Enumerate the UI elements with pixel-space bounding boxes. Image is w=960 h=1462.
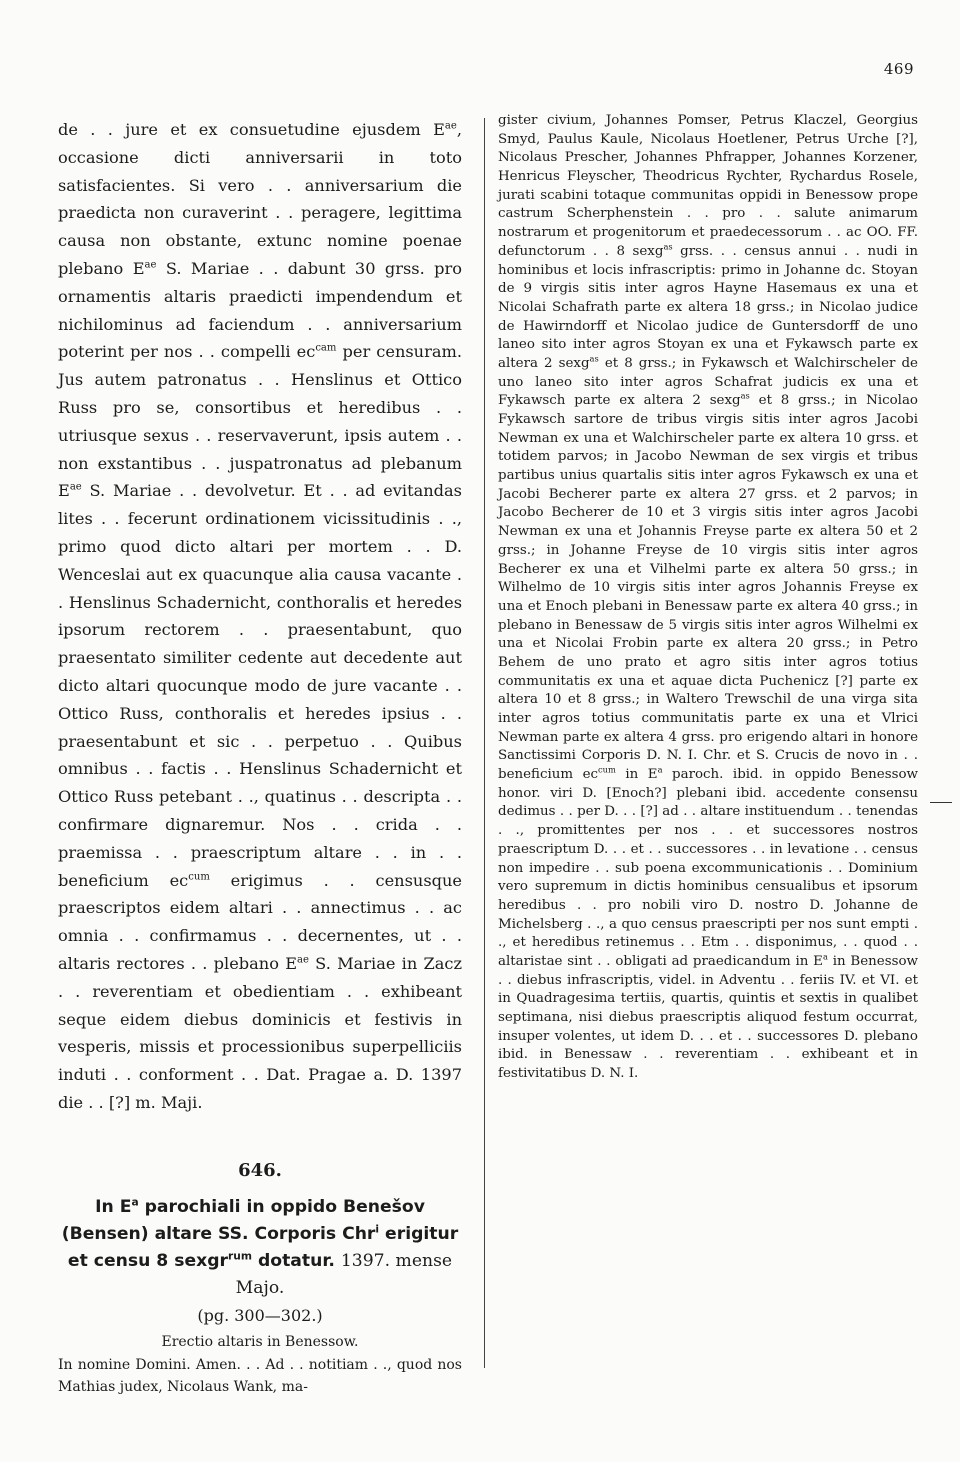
document-heading: In $E^a$ parochiali in oppido Benešov (Bensen) altare SS. Corporis Chr$^i$ erigitur et censu 8 sexgr$^{rum}$ dotatur. 1397. mense Majo. [61,1195,459,1299]
page-number: 469 [883,60,914,78]
column-divider [484,118,485,1368]
body-paragraph: gister civium, Johannes Pomser, Petrus Klaczel, Georgius Smyd, Paulus Kaule, Nicolaus Hoetlener, Petrus Urche [?], Nicolaus Prescher, Johannes Phfrapper, Johannes Korzener, Henricus Fleyscher, Theodricus Rychter, Rychardus Rosele, jurati scabini totaque communitas oppidi in Benessow prope castrum Scherphenstein . . pro . . salute animarum nostrarum et progenitorum et praedecessorum . . ac OO. FF. defunctorum . . 8 sexg$^{as}$ grss. . . census annui . . nudi in hominibus et locis infrascriptis: primo in Johanne dc. Stoyan de 9 virgis sitis inter agros Hayne Hasemaus ex una et Nicolai Schafrath parte ex altera 18 grss.; in Nicolao judice de Hawirndorff et Nicolao judice de Guntersdorff de uno laneo sito inter agros Stoyan ex una et Fykawsch parte ex altera 2 sexg$^{as}$ et 8 grss.; in Fykawsch et Walchirscheler de uno laneo sito inter agros Schafrat judicis ex una et Fykawsch parte ex altera 2 sexg$^{as}$ et 8 grss.; in Nicolao Fykawsch sartore de tribus virgis sitis inter agros Jacobi Newman ex una et Walchirscheler parte ex altera 10 grss. et totidem parvos; in Jacobo Newman de sex virgis et tribus partibus unius quartalis sitis inter agros Fykawsch ex una et Jacobi Becherer parte ex altera 27 grss. et 2 parvos; in Jacobo Becherer de 10 et 3 virgis sitis inter agros Jacobi Newman ex una et Johannis Freyse parte ex altera 50 et 2 grss.; in Johanne Freyse de 10 virgis sitis inter agros Becherer ex una et Vilhelmi parte ex altera 50 grss.; in Wilhelmo de 10 virgis sitis inter agros Johannis Freyse ex una et Enoch plebani in Benessaw parte ex altera 40 grss.; in plebano in Benessaw de 5 virgis sitis inter agros Wilhelmi ex una et Nicolai Frobin parte ex altera 20 grss.; in Petro Behem de uno prato et agro sitis inter agros totius communitatis ex una et aquae dicta Puchenicz [?] parte ex altera 10 et 8 grss.; in Waltero Trewschil de una virga sita inter agros totius communitatis parte ex una et Vlrici Newman parte ex altera 4 grss. pro erigendo altari in honore Sanctissimi Corporis D. N. I. Chr. et S. Crucis de novo in . . beneficium $ec^{cum}$ in $E^a$ paroch. ibid. in oppido Benessow honor. viri D. [Enoch?] plebani ibid. accedente consensu dedimus . . per D. . . [?] ad . . altare instituendum . . tenendas . ., promittentes per nos . . et successores nostros praescriptum D. . . et . . successores . . in levatione . . census non impedire . . sub poena excommunicationis . . Dominium vero supremum in dictis hominibus censualibus et ipsorum heredibus . . pro nobili viro D. nostro D. Johanne de Michelsberg . ., a quo census praescripti per nos sunt empti . ., et heredibus retinemus . . Etm . . disponimus, . . quod . . altaristae sint . . obligati ad praedicandum in $E^a$ in Benessow . . diebus infrascriptis, videl. in Adventu . . feriis IV. et VI. et in Quadragesima tertiis, quartis, quintis et sextis in qualibet septimana, nisi diebus praescriptis aliquod festum occurrat, insuper volentes, ut idem D. . . et . . successores D. plebano ibid. in Benessaw . . reverentiam . . exhibeant et in festivitatibus D. N. I. [498,113,918,1082]
margin-mark [930,802,952,803]
body-paragraph: de . . jure et ex consuetudine ejusdem $E^{ae}$, occasione dicti anniversarii in toto satisfacientes. Si vero . . anniversarium die praedicta non curaverint . . peragere, legittima causa non obstante, extunc nomine poenae plebano $E^{ae}$ S. Mariae . . dabunt 30 grss. pro ornamentis altaris praedicti impendendum et nichilominus ad faciendum . . anniversarium poterint per nos . . compelli $ec^{cam}$ per censuram. Jus autem patronatus . . Henslinus et Ottico Russ pro se, consortibus et heredibus . . utriusque sexus . . reservaverunt, ipsis autem . . non exstantibus . . juspatronatus ad plebanum $E^{ae}$ S. Mariae . . devolvetur. Et . . ad evitandas lites . . fecerunt ordinationem vicissitudinis . ., primo quod dicto altari per mortem . . D. Wenceslai aut ex quacunque alia causa vacante . . Henslinus Schadernicht, conthoralis et heredes ipsorum rectorem . . praesentabunt, quo praesentato similiter cedente aut decedente aut dicto altari quocunque modo de jure vacante . . Ottico Russ, conthoralis et heredes ipsius . . praesentabunt et sic . . perpetuo . . Quibus omnibus . . factis . . Henslinus Schadernicht et Ottico Russ petebant . ., quatinus . . descripta . . confirmare dignaremur. Nos . . crida . . praemissa . . praescriptum altare . . in . . beneficium $ec^{cum}$ erigimus . . censusque praescriptos eidem altari . . annectimus . . ac omnia . . confirmamus . . decernentes, ut . . altaris rectores . . plebano $E^{ae}$ S. Mariae in Zacz . . reverentiam et obedientiam . . exhibeant seque eidem diebus dominicis et festivis in vesperis, missis et processionibus superpelliciis induti . . conforment . . Dat. Pragae a. D. 1397 die . . [?] m. Maji. [58,120,463,1112]
right-column [498,112,918,1084]
document-subtitle: Erectio altaris in Benessow. [161,1334,359,1351]
page-reference: (pg. 300—302.) [197,1306,323,1326]
document-opening-text: In nomine Domini. Amen. . . Ad . . notitiam . ., quod nos Mathias judex, Nicolaus Wank, ma- [58,1357,462,1396]
document-number: 646. [238,1159,282,1181]
left-column [58,116,462,1398]
